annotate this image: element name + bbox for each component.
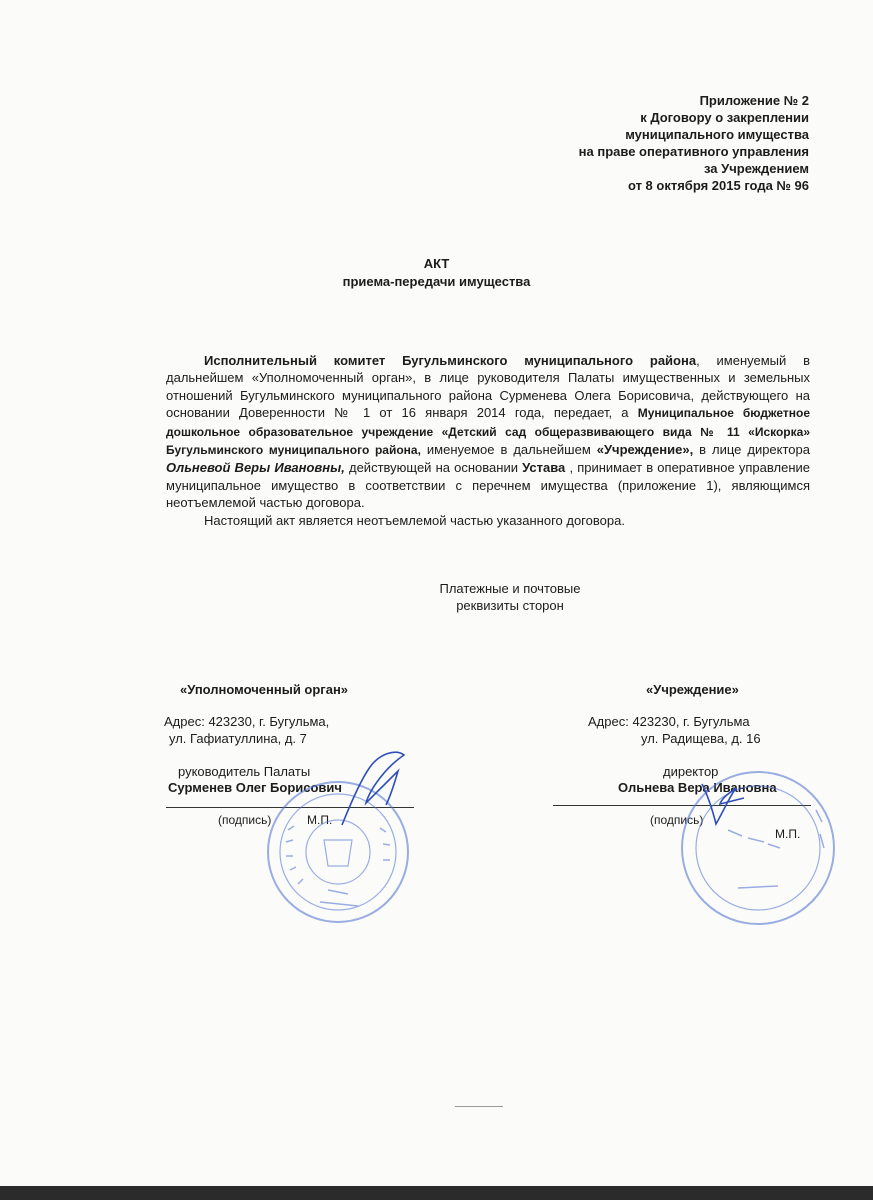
- right-mp-label: М.П.: [775, 827, 801, 841]
- left-mp-label: М.П.: [307, 813, 333, 827]
- left-position: руководитель Палаты: [178, 764, 311, 779]
- left-address-1: Адрес: 423230, г. Бугульма,: [164, 714, 330, 729]
- title-line-1: АКТ: [423, 256, 450, 271]
- charter: Устава: [522, 460, 566, 476]
- body-text: [166, 352, 810, 529]
- appendix-line: за Учреждением: [704, 161, 809, 176]
- appendix-line: от 8 октября 2015 года № 96: [627, 178, 809, 193]
- scan-edge: [0, 1186, 873, 1200]
- director-name: Ольневой Веры Ивановны,: [166, 460, 345, 476]
- right-sign-label: (подпись): [650, 813, 704, 827]
- right-handwritten-signature: [690, 770, 760, 830]
- left-sign-label: (подпись): [218, 813, 272, 827]
- right-name: Ольнева Вера Ивановна: [618, 780, 777, 795]
- left-address-2: ул. Гафиатуллина, д. 7: [169, 731, 307, 746]
- right-position: директор: [663, 764, 719, 779]
- right-address-2: ул. Радищева, д. 16: [641, 731, 761, 746]
- appendix-header: [579, 92, 809, 194]
- requisites-heading: Платежные и почтовые реквизиты сторон: [439, 581, 581, 613]
- title-line-2: приема-передачи имущества: [342, 274, 531, 289]
- right-heading: «Учреждение»: [646, 682, 739, 697]
- appendix-line: к Договору о закреплении: [640, 110, 809, 125]
- left-name: Сурменев Олег Борисович: [168, 780, 342, 795]
- left-handwritten-signature: [300, 745, 430, 830]
- document-title: [0, 255, 873, 291]
- left-heading: «Уполномоченный орган»: [180, 682, 349, 697]
- institution-label: «Учреждение»,: [596, 442, 694, 458]
- appendix-line: муниципального имущества: [625, 127, 809, 142]
- appendix-line: Приложение № 2: [699, 93, 809, 108]
- body-paragraph-2: Настоящий акт является неотъемлемой частью указанного договора.: [204, 512, 625, 528]
- appendix-line: на праве оперативного управления: [578, 144, 809, 159]
- right-address-1: Адрес: 423230, г. Бугульма: [588, 714, 750, 729]
- party-1: Исполнительный комитет Бугульминского муниципального района: [204, 353, 697, 368]
- scan-mark: [455, 1106, 503, 1107]
- body-paragraph-1: Исполнительный комитет Бугульминского муниципального района, именуемый в дальнейшем «Уполномоченный орган», в лице руководителя Палаты имущественных и земельных отношений Бугульминского муниципального района Сурменева Олега Борисовича, действующего на основании Доверенности № 1 от 16 января 2014 года, передает, а Муниципальное бюджетное дошкольное образовательное учреждение «Детский сад общеразвивающего вида № 11 «Искорка» Бугульминского муниципального района, именуемое в дальнейшем «Учреждение», в лице директора Ольневой Веры Ивановны, действующей на основании Устава , принимает в оперативное управление муниципальное имущество в соответствии с перечнем имущества (приложение 1), являющимся неотъемлемой частью договора.: [166, 353, 811, 511]
- party-2: Муниципальное бюджетное дошкольное образовательное учреждение «Детский сад общеразвивающего вида № 11 «Искорка» Бугульминского муниципального района,: [166, 406, 811, 458]
